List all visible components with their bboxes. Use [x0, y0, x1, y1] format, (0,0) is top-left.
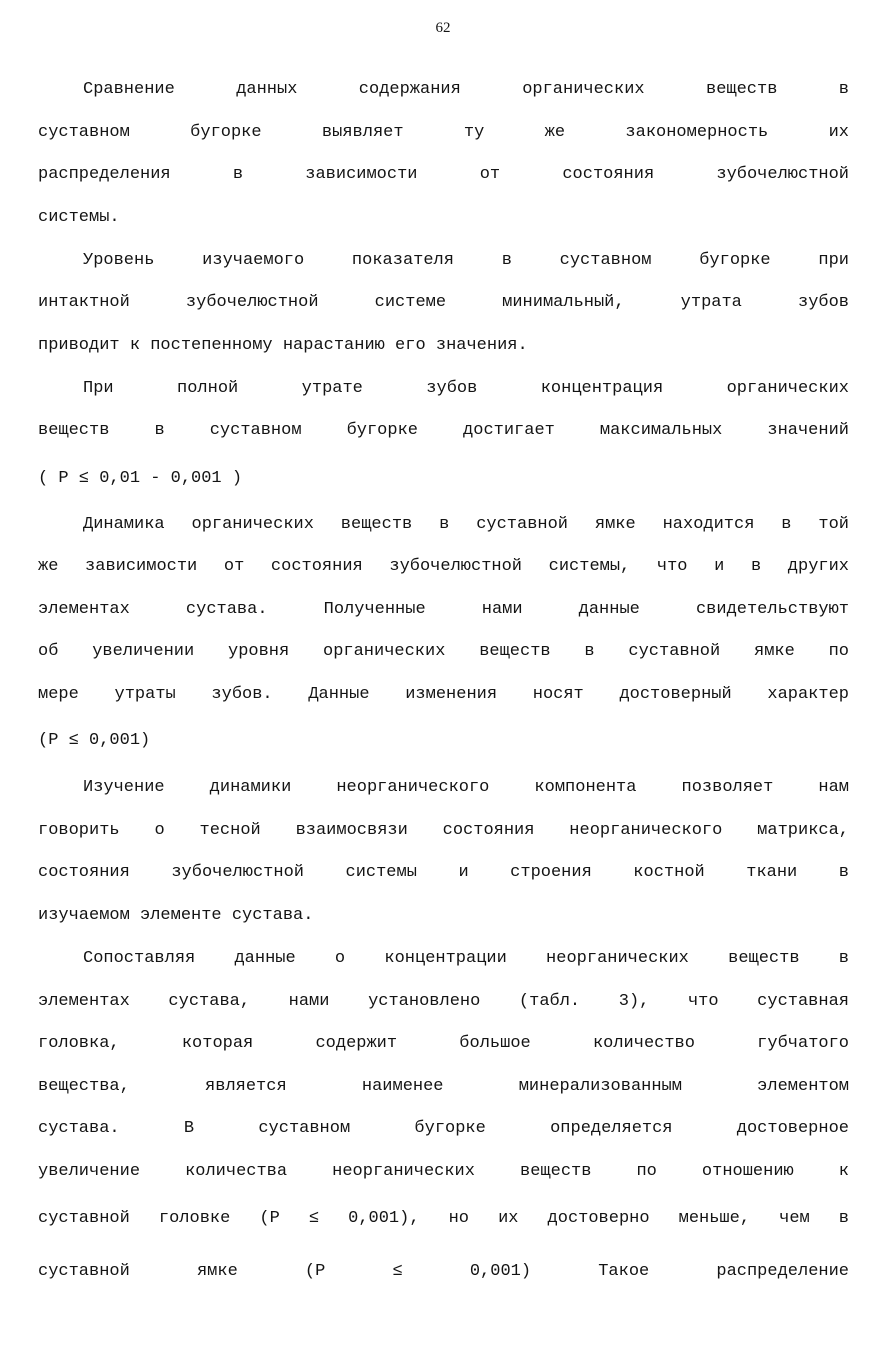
text-line: суставной ямке (P ≤ 0,001) Такое распределение [38, 1262, 849, 1281]
text-line: При полной утрате зубов концентрация органических [83, 379, 849, 398]
text-line: увеличение количества неорганических веществ по отношению к [38, 1162, 849, 1181]
text-line: приводит к постепенному нарастанию его значения. [38, 336, 528, 355]
text-line: элементах сустава. Полученные нами данные свидетельствуют [38, 600, 849, 619]
text-line: же зависимости от состояния зубочелюстной системы, что и в других [38, 557, 849, 576]
text-line: элементах сустава, нами установлено (табл. 3), что суставная [38, 992, 849, 1011]
text-line: ( P ≤ 0,01 - 0,001 ) [38, 469, 243, 488]
text-line: Уровень изучаемого показателя в суставном бугорке при [83, 251, 849, 270]
text-line: веществ в суставном бугорке достигает максимальных значений [38, 421, 849, 440]
text-line: Изучение динамики неорганического компонента позволяет нам [83, 778, 849, 797]
text-line: изучаемом элементе сустава. [38, 906, 314, 925]
text-line: говорить о тесной взаимосвязи состояния неорганического матрикса, [38, 821, 849, 840]
text-line: сустава. В суставном бугорке определяется достоверное [38, 1119, 849, 1138]
text-line: системы. [38, 208, 120, 227]
text-line: вещества, является наименее минерализованным элементом [38, 1077, 849, 1096]
text-line: Динамика органических веществ в суставной ямке находится в той [83, 515, 849, 534]
text-line: мере утраты зубов. Данные изменения носят достоверный характер [38, 685, 849, 704]
page-number: 62 [435, 20, 451, 36]
text-line: Сравнение данных содержания органических веществ в [83, 80, 849, 99]
text-line: распределения в зависимости от состояния зубочелюстной [38, 165, 849, 184]
text-line: Сопоставляя данные о концентрации неорганических веществ в [83, 949, 849, 968]
text-line: (P ≤ 0,001) [38, 731, 151, 750]
text-line: об увеличении уровня органических веществ в суставной ямке по [38, 642, 849, 661]
text-line: суставной головке (P ≤ 0,001), но их достоверно меньше, чем в [38, 1209, 849, 1228]
text-line: головка, которая содержит большое количество губчатого [38, 1034, 849, 1053]
text-line: интактной зубочелюстной системе минимальный, утрата зубов [38, 293, 849, 312]
text-line: суставном бугорке выявляет ту же закономерность их [38, 123, 849, 142]
text-line: состояния зубочелюстной системы и строения костной ткани в [38, 863, 849, 882]
